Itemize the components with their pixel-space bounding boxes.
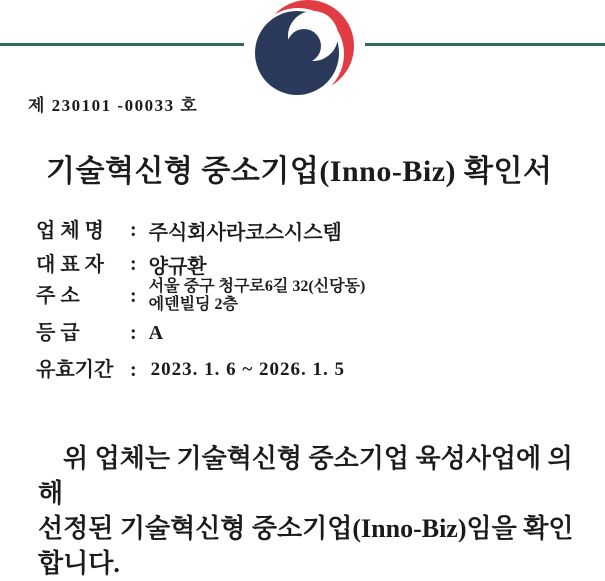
emblem-navy-swirl-head — [287, 29, 321, 63]
header-rule-left — [0, 43, 244, 46]
field-row-validity-period — [36, 357, 345, 383]
statement-line-3: 합니다. — [38, 549, 120, 578]
field-value-representative: 양규환 — [148, 256, 207, 278]
field-colon: : — [130, 358, 137, 381]
field-label-validity-period: 유효기간 — [36, 359, 114, 381]
field-colon: : — [130, 321, 137, 344]
field-label-company-name: 업 체 명 — [36, 219, 104, 242]
address-line-2: 에덴빌딩 2층 — [148, 296, 238, 313]
field-row-grade — [36, 320, 163, 346]
field-row-company-name — [36, 216, 342, 245]
field-row-representative — [36, 250, 207, 279]
field-colon: : — [130, 253, 137, 275]
field-value-grade: A — [148, 321, 164, 344]
field-value-address — [149, 278, 366, 314]
korea-government-emblem-icon — [250, 0, 356, 98]
field-label-address: 주 소 — [36, 285, 80, 307]
address-line-1: 서울 중구 청구로6길 32(신당동) — [148, 278, 366, 295]
header-rule-right — [365, 43, 605, 46]
field-label-representative: 대 표 자 — [36, 253, 104, 276]
field-colon: : — [130, 219, 137, 241]
doc-number: 제 230101 -00033 호 — [28, 96, 199, 115]
field-label-grade: 등 급 — [36, 322, 80, 344]
certification-statement — [38, 441, 583, 581]
field-colon: : — [130, 284, 137, 307]
statement-line-2: 선정된 기술혁신형 중소기업(Inno-Biz)임을 확인 — [38, 514, 574, 543]
field-value-company-name: 주식회사라코스시스템 — [148, 222, 342, 244]
field-row-address — [36, 278, 365, 314]
field-value-validity-period: 2023. 1. 6 ~ 2026. 1. 5 — [150, 359, 346, 380]
statement-line-1: 위 업체는 기술혁신형 중소기업 육성사업에 의해 — [38, 444, 573, 508]
certificate-title: 기술혁신형 중소기업(Inno-Biz) 확인서 — [46, 155, 553, 188]
